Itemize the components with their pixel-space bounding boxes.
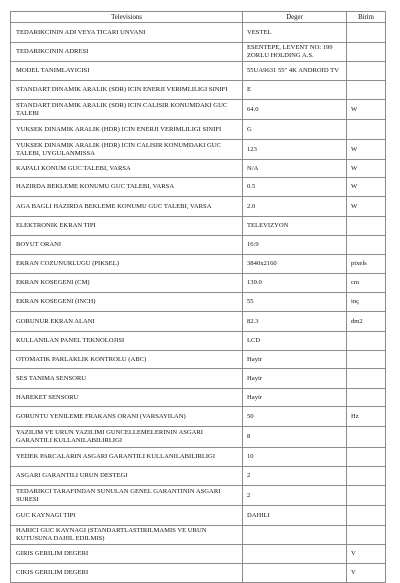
row-value: Hayir — [243, 369, 347, 389]
row-label: AGA BAGLI HAZIRDA BEKLEME KONUMU GUC TALEBI, VARSA — [11, 197, 243, 217]
row-unit — [347, 526, 386, 545]
row-label: EKRAN KOSEGENI (INCH) — [11, 293, 243, 312]
row-label: GIRIS GERILIM DEGERI — [11, 545, 243, 564]
row-label: SES TANIMA SENSORU — [11, 369, 243, 389]
row-label: TEDARIKCININ ADRESI — [11, 43, 243, 62]
table-row — [11, 255, 386, 274]
row-value: 123 — [243, 140, 347, 160]
table-row — [11, 486, 386, 506]
table-row — [11, 448, 386, 467]
row-value: 55 — [243, 293, 347, 312]
row-unit — [347, 427, 386, 448]
table-row — [11, 236, 386, 255]
row-unit — [347, 506, 386, 526]
row-value: Hayir — [243, 389, 347, 407]
row-label: HARICI GUC KAYNAGI (STANDARTLASTIRILMAMIS VE URUN KUTUSUNA DAHIL EDILMIS) — [11, 526, 243, 545]
row-unit — [347, 23, 386, 43]
header-birim: Birim — [347, 12, 386, 23]
row-label: BOYUT ORANI — [11, 236, 243, 255]
row-value: 8 — [243, 427, 347, 448]
row-label: GORUNTU YENILEME FRAKANS ORANI (VARSAYILAN) — [11, 407, 243, 427]
row-unit: W — [347, 140, 386, 160]
table-row — [11, 217, 386, 236]
row-label: ASGARI GARANTILI URUN DESTEGI — [11, 467, 243, 486]
row-label: EKRAN KOSEGENI (CM) — [11, 274, 243, 293]
table-row — [11, 43, 386, 62]
table-row — [11, 23, 386, 43]
row-value: 64.0 — [243, 100, 347, 120]
row-unit — [347, 332, 386, 351]
row-unit — [347, 43, 386, 62]
table-row — [11, 427, 386, 448]
table-row — [11, 62, 386, 81]
row-label: KAPALI KONUM GUC TALEBI, VARSA — [11, 160, 243, 178]
row-value: LCD — [243, 332, 347, 351]
table-row — [11, 178, 386, 197]
table-row — [11, 332, 386, 351]
row-label: YUKSEK DINAMIK ARALIK (HDR) ICIN CALISIR KONUMDAKI GUC TALEBI, UYGULANMISSA — [11, 140, 243, 160]
row-label: OTOMATIK PARLAKLIK KONTROLU (ABC) — [11, 351, 243, 369]
row-value: N/A — [243, 160, 347, 178]
table-row — [11, 140, 386, 160]
row-value: Hayir — [243, 351, 347, 369]
row-label: ELEKTRONIK EKRAN TIPI — [11, 217, 243, 236]
table-row — [11, 312, 386, 332]
row-value: 82.3 — [243, 312, 347, 332]
table-row — [11, 407, 386, 427]
row-unit: inç — [347, 293, 386, 312]
row-value: 55UA9631 55" 4K ANDROID TV — [243, 62, 347, 81]
row-value: TELEVIZYON — [243, 217, 347, 236]
row-unit — [347, 448, 386, 467]
row-value: E — [243, 81, 347, 100]
table-row — [11, 81, 386, 100]
table-row — [11, 369, 386, 389]
header-televisions: Televisions — [11, 12, 243, 23]
row-label: YUKSEK DINAMIK ARALIK (HDR) ICIN ENERJI VERIMLILIGI SINIFI — [11, 120, 243, 140]
row-unit — [347, 236, 386, 255]
row-label: TEDARIKCI TARAFINDAN SUNULAN GENEL GARANTININ ASGARI SURESI — [11, 486, 243, 506]
tv-spec-table — [10, 11, 386, 583]
row-unit — [347, 486, 386, 506]
row-unit: Hz — [347, 407, 386, 427]
row-unit — [347, 217, 386, 236]
row-label: GORUNUR EKRAN ALANI — [11, 312, 243, 332]
row-value: 3840x2160 — [243, 255, 347, 274]
table-row — [11, 545, 386, 564]
row-unit — [347, 351, 386, 369]
row-label: HAZIRDA BEKLEME KONUMU GUC TALEBI, VARSA — [11, 178, 243, 197]
header-deger: Deger — [243, 12, 347, 23]
row-value: 2.0 — [243, 197, 347, 217]
row-unit — [347, 369, 386, 389]
row-value: 2 — [243, 467, 347, 486]
row-label: YEDEK PARCALARIN ASGARI GARANTILI KULLANILABILIRLIGI — [11, 448, 243, 467]
row-value: 139.0 — [243, 274, 347, 293]
row-unit: cm — [347, 274, 386, 293]
table-row — [11, 564, 386, 583]
row-label: CIKIS GERILIM DEGERI — [11, 564, 243, 583]
row-value: 16:9 — [243, 236, 347, 255]
table-row — [11, 351, 386, 369]
row-value: 50 — [243, 407, 347, 427]
table-row — [11, 467, 386, 486]
row-label: TEDARIKCININ ADI VEYA TICARI UNVANI — [11, 23, 243, 43]
row-unit — [347, 120, 386, 140]
row-label: HAREKET SENSORU — [11, 389, 243, 407]
table-row — [11, 120, 386, 140]
row-unit: dm2 — [347, 312, 386, 332]
table-row — [11, 389, 386, 407]
row-value: 10 — [243, 448, 347, 467]
table-row — [11, 293, 386, 312]
table-row — [11, 526, 386, 545]
row-value: G — [243, 120, 347, 140]
row-value — [243, 545, 347, 564]
row-label: GUC KAYNAGI TIPI — [11, 506, 243, 526]
row-unit — [347, 81, 386, 100]
table-row — [11, 197, 386, 217]
row-value: DAHILI — [243, 506, 347, 526]
row-label: EKRAN COZUNURLUGU (PIKSEL) — [11, 255, 243, 274]
table-row — [11, 274, 386, 293]
row-unit: W — [347, 100, 386, 120]
row-unit: W — [347, 197, 386, 217]
table-row — [11, 100, 386, 120]
row-unit — [347, 467, 386, 486]
table-row — [11, 506, 386, 526]
row-label: MODEL TANIMLAYICISI — [11, 62, 243, 81]
row-unit — [347, 62, 386, 81]
row-unit: V — [347, 564, 386, 583]
row-value: VESTEL — [243, 23, 347, 43]
row-label: STANDART DINAMIK ARALIK (SDR) ICIN CALISIR KONUMDAKI GUC TALEBI — [11, 100, 243, 120]
row-value: ESENTEPE, LEVENT NO: 199 ZORLU HOLDING A.S. — [243, 43, 347, 62]
row-label: YAZILIM VE URUN YAZILIMI GUNCELLEMELERININ ASGARI GARANTILI KULLANILABILIRLIGI — [11, 427, 243, 448]
table-row — [11, 160, 386, 178]
row-unit: W — [347, 160, 386, 178]
row-unit: V — [347, 545, 386, 564]
row-unit: W — [347, 178, 386, 197]
row-unit: pixels — [347, 255, 386, 274]
row-value: 0.5 — [243, 178, 347, 197]
row-value: 2 — [243, 486, 347, 506]
row-label: STANDART DINAMIK ARALIK (SDR) ICIN ENERJI VERIMLILIGI SINIFI — [11, 81, 243, 100]
header-row — [11, 12, 386, 23]
row-label: KULLANILAN PANEL TEKNOLOJISI — [11, 332, 243, 351]
row-value — [243, 526, 347, 545]
row-value — [243, 564, 347, 583]
row-unit — [347, 389, 386, 407]
